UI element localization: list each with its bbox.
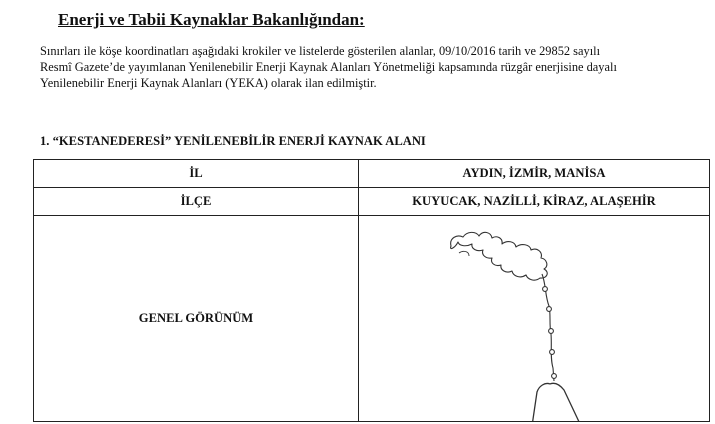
intro-line: Yenilenebilir Enerji Kaynak Alanları (YEKA) olarak ilan edilmiştir.	[40, 76, 377, 90]
intro-paragraph	[40, 43, 710, 91]
ilce-label: İLÇE	[34, 188, 359, 216]
overview-map-cell	[359, 216, 710, 422]
intro-line: Sınırları ile köşe koordinatları aşağıdaki krokiler ve listelerde gösterilen alanlar, 09/10/2016 tarih ve 29852 sayılı	[40, 44, 601, 58]
overview-label: GENEL GÖRÜNÜM	[34, 216, 359, 422]
table-row-overview	[34, 216, 710, 422]
yeka-info-table	[33, 159, 710, 422]
area-outline-map-icon	[359, 216, 710, 421]
il-label: İL	[34, 160, 359, 188]
intro-line: Resmî Gazete’de yayımlanan Yenilenebilir Enerji Kaynak Alanları Yönetmeliği kapsamında rüzgâr enerjisine dayalı	[40, 60, 617, 74]
ilce-value: KUYUCAK, NAZİLLİ, KİRAZ, ALAŞEHİR	[359, 188, 710, 216]
page-title: Enerji ve Tabii Kaynaklar Bakanlığından:	[58, 10, 365, 29]
il-value: AYDIN, İZMİR, MANİSA	[359, 160, 710, 188]
table-row-il	[34, 160, 710, 188]
table-row-ilce	[34, 188, 710, 216]
section-heading: 1. “KESTANEDERESİ” YENİLENEBİLİR ENERJİ KAYNAK ALANI	[40, 134, 426, 148]
